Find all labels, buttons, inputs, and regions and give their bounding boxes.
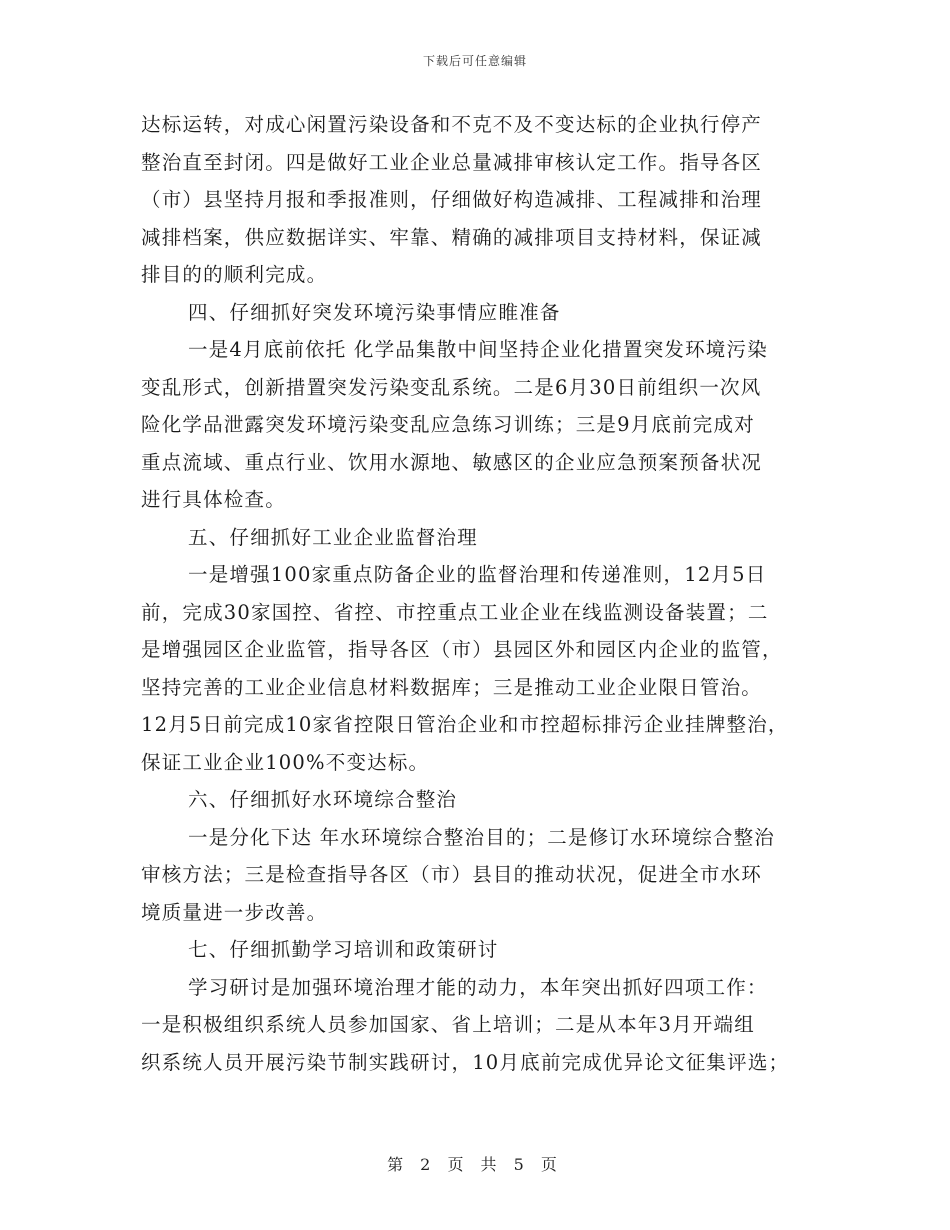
text-line: 是增强园区企业监管，指导各区（市）县园区外和园区内企业的监管， [141, 638, 783, 661]
text-line: 保证工业企业100%不变达标。 [141, 750, 430, 774]
text-line: 整治直至封闭。四是做好工业企业总量减排审核认定工作。指导各区 [141, 150, 763, 174]
text-line: 重点流域、重点行业、饮用水源地、敏感区的企业应急预案预备状况 [141, 450, 763, 474]
page-number: 第 2 页 共 5 页 [387, 1155, 563, 1174]
text-line: （市）县坚持月报和季报准则，仔细做好构造减排、工程减排和治理 [141, 188, 763, 211]
document-body [141, 106, 821, 1081]
text-line: 四、仔细抓好突发环境污染事情应睢准备 [188, 300, 561, 324]
text-line: 五、仔细抓好工业企业监督治理 [188, 525, 478, 549]
page-header-note: 下载后可任意编辑 [422, 54, 527, 68]
text-line: 减排档案，供应数据详实、牢靠、精确的减排项目支持材料，保证减 [141, 225, 763, 249]
text-line: 坚持完善的工业企业信息材料数据库；三是推动工业企业限日管治。 [141, 675, 763, 699]
text-line: 12月5日前完成10家省控限日管治企业和市控超标排污企业挂牌整治， [141, 713, 789, 736]
text-line: 七、仔细抓勤学习培训和政策研讨 [188, 938, 499, 961]
text-line: 险化学品泄露突发环境污染变乱应急练习训练；三是9月底前完成对 [141, 413, 755, 436]
text-line: 一是增强100家重点防备企业的监督治理和传递准则，12月5日 [188, 563, 767, 586]
text-line: 排目的的顺利完成。 [141, 263, 328, 286]
text-line: 变乱形式，创新措置突发污染变乱系统。二是6月30日前组织一次风 [141, 375, 762, 399]
text-line: 一是分化下达 年水环境综合整治目的；二是修订水环境综合整治 [188, 825, 775, 849]
text-line: 审核方法；三是检查指导各区（市）县目的推动状况，促进全市水环 [141, 863, 763, 886]
text-line: 六、仔细抓好水环境综合整治 [188, 788, 458, 811]
text-line: 进行具体检查。 [141, 488, 286, 511]
text-line: 织系统人员开展污染节制实践研讨，10月底前完成优异论文征集评选； [141, 1050, 790, 1074]
text-line: 学习研讨是加强环境治理才能的动力，本年突出抓好四项工作： [188, 975, 768, 999]
text-line: 前，完成30家国控、省控、市控重点工业企业在线监测设备装置；二 [141, 600, 769, 624]
text-line: 一是积极组织系统人员参加国家、省上培训；二是从本年3月开端组 [141, 1013, 755, 1036]
text-line: 一是4月底前依托 化学品集散中间坚持企业化措置突发环境污染 [188, 338, 768, 361]
text-line: 境质量进一步改善。 [141, 900, 328, 924]
text-line: 达标运转，对成心闲置污染设备和不克不及不变达标的企业执行停产 [141, 113, 763, 136]
